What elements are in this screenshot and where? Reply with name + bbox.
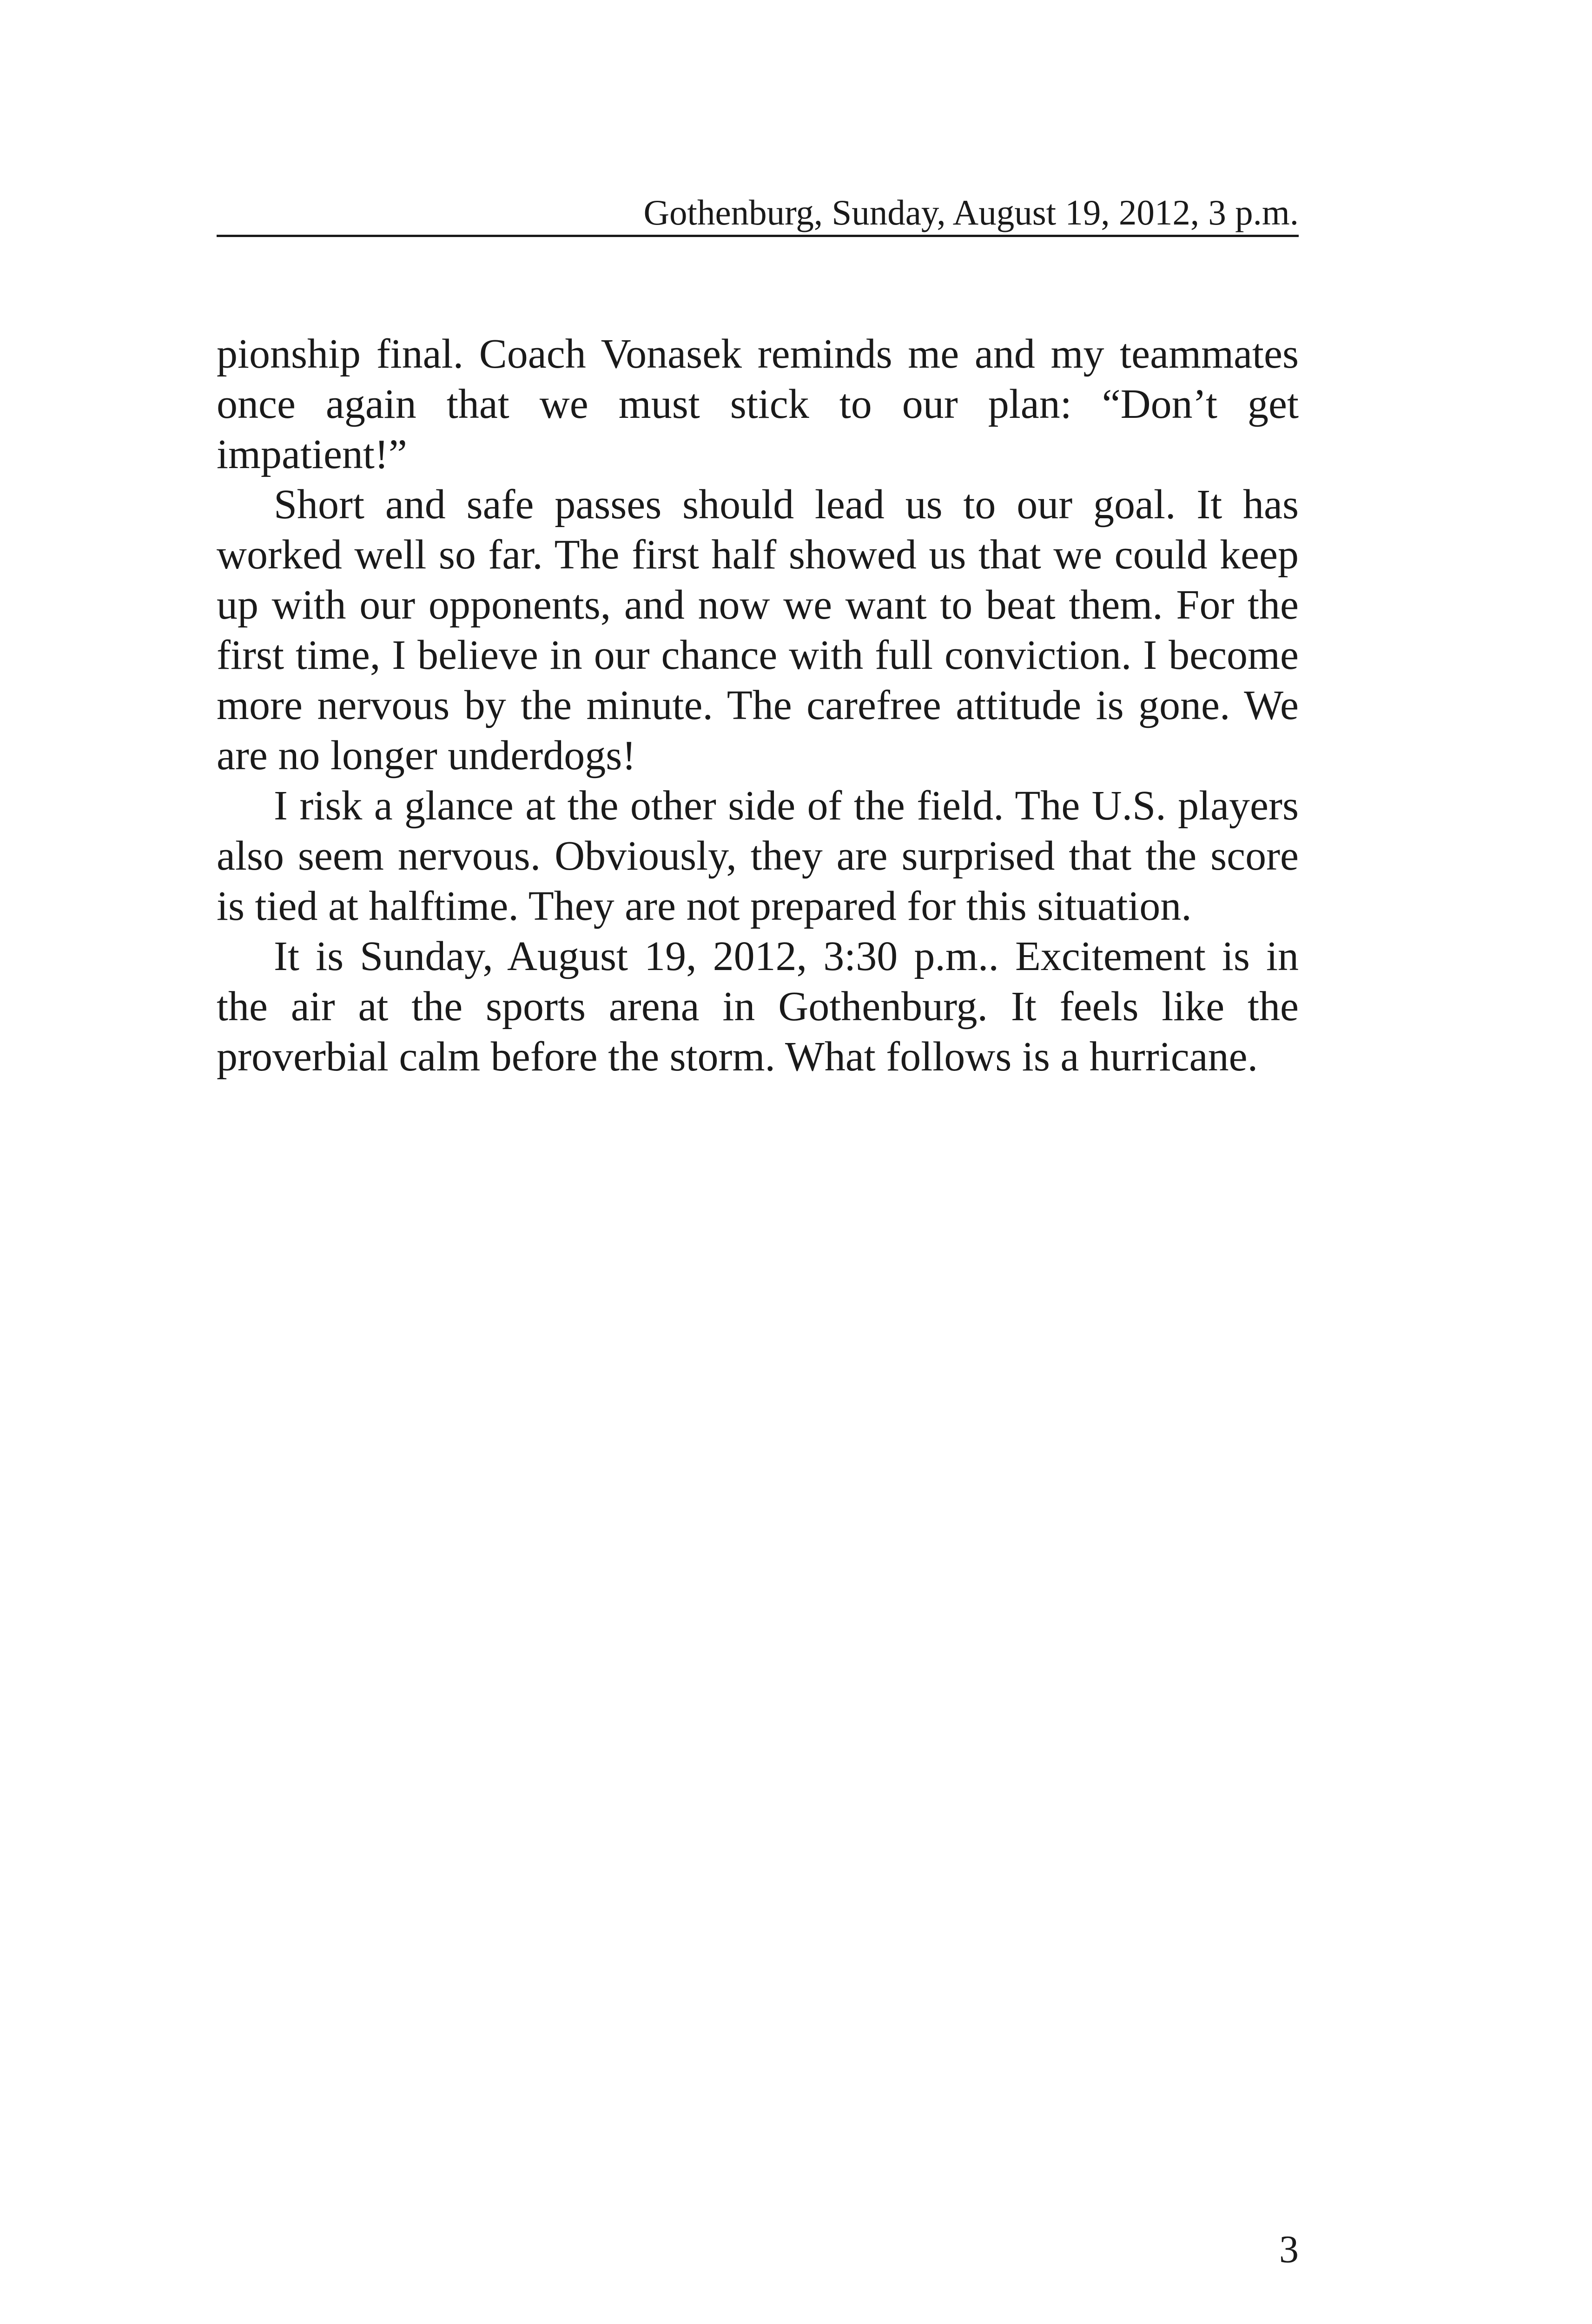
paragraph: Short and safe passes should lead us to our goal. It has worked well so far. The first half showed us that we could keep up with our opponents, and now we want to beat them. For the first time, I believe in our chance with full conviction. I become more nervous by the minute. The carefree attitude is gone. We are no longer underdogs!: [217, 482, 1299, 779]
page-number: 3: [1279, 2228, 1299, 2271]
paragraph: It is Sunday, August 19, 2012, 3:30 p.m.. Excitement is in the air at the sports arena in Gothenburg. It feels like the proverbial calm before the storm. What follows is a hurricane.: [217, 933, 1299, 1080]
header-rule: [217, 235, 1299, 237]
paragraph: I risk a glance at the other side of the field. The U.S. players also seem nervous. Obviously, they are surprised that the score is tied at halftime. They are not prepared for this situation.: [217, 783, 1299, 929]
body-text: [217, 329, 1299, 1082]
running-header: Gothenburg, Sunday, August 19, 2012, 3 p.m.: [643, 192, 1299, 232]
paragraph: pionship final. Coach Vonasek reminds me and my teammates once again that we must stick to our plan: “Don’t get impatient!”: [217, 331, 1299, 477]
